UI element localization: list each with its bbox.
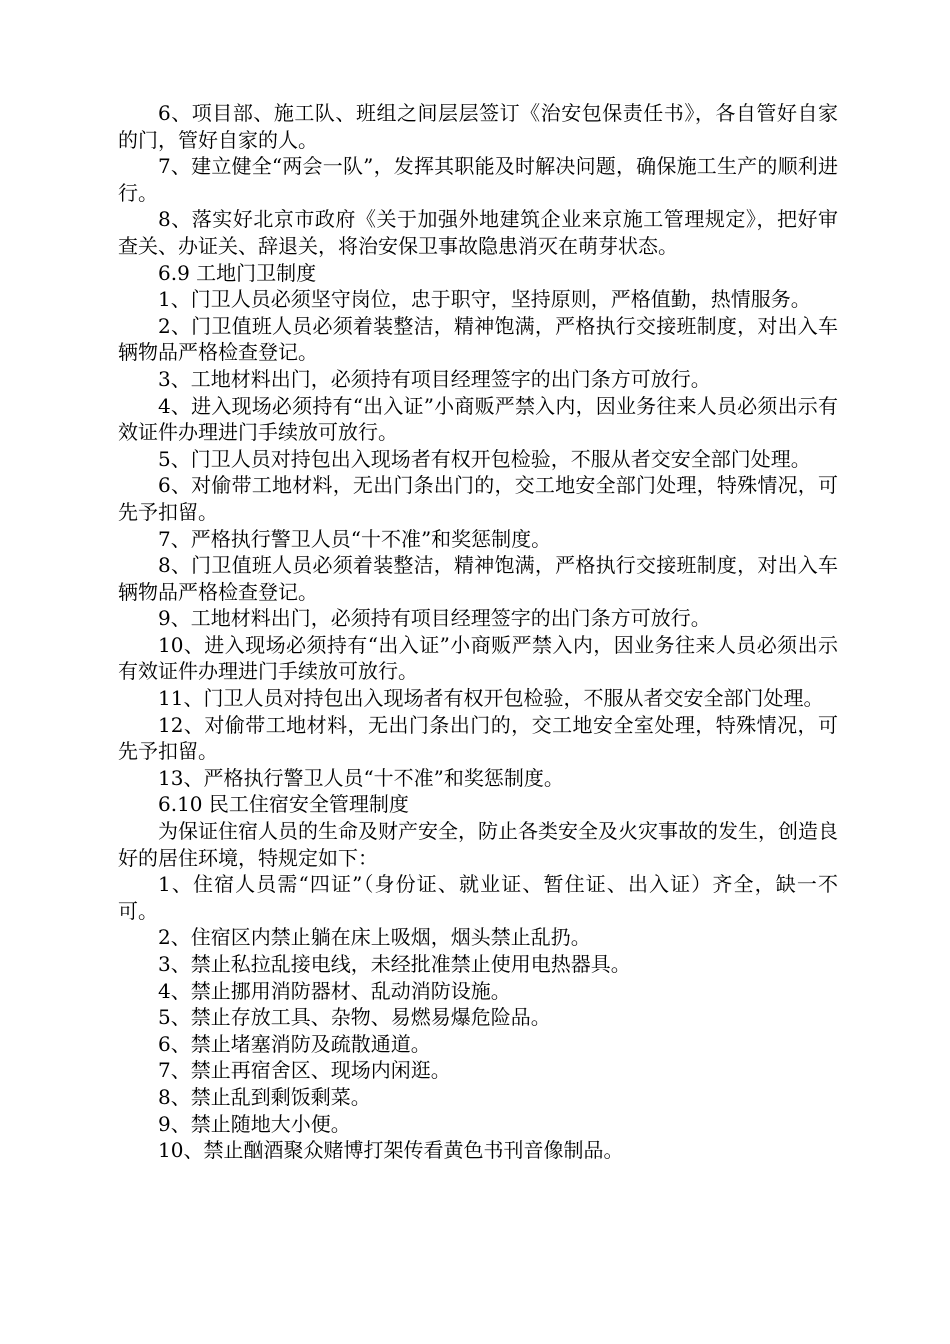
paragraph: 11、门卫人员对持包出入现场者有权开包检验，不服从者交安全部门处理。 bbox=[158, 686, 824, 711]
paragraph: 1、住宿人员需“四证”（身份证、就业证、暂住证、出入证）齐全，缺一不可。 bbox=[118, 872, 838, 923]
paragraph: 4、禁止挪用消防器材、乱动消防设施。 bbox=[158, 978, 511, 1003]
paragraph: 为保证住宿人员的生命及财产安全，防止各类安全及火灾事故的发生，创造良好的居住环境，特规定如下： bbox=[118, 819, 838, 870]
section-heading: 6.10 民工住宿安全管理制度 bbox=[158, 792, 409, 817]
paragraph: 2、住宿区内禁止躺在床上吸烟，烟头禁止乱扔。 bbox=[158, 925, 591, 950]
paragraph: 10、禁止酗酒聚众赌博打架传看黄色书刊音像制品。 bbox=[158, 1138, 624, 1163]
paragraph: 7、建立健全“两会一队”，发挥其职能及时解决问题，确保施工生产的顺利进行。 bbox=[118, 154, 838, 205]
paragraph: 1、门卫人员必须坚守岗位，忠于职守，坚持原则，严格值勤，热情服务。 bbox=[158, 287, 811, 312]
paragraph: 10、进入现场必须持有“出入证”小商贩严禁入内，因业务往来人员必须出示有效证件办理进门手续放可放行。 bbox=[118, 632, 838, 684]
section-heading: 6.9 工地门卫制度 bbox=[158, 260, 317, 285]
paragraph: 8、禁止乱到剩饭剩菜。 bbox=[158, 1084, 371, 1109]
paragraph: 5、门卫人员对持包出入现场者有权开包检验，不服从者交安全部门处理。 bbox=[158, 446, 811, 471]
paragraph: 8、落实好北京市政府《关于加强外地建筑企业来京施工管理规定》，把好审查关、办证关、辞退关，将治安保卫事故隐患消灭在萌芽状态。 bbox=[118, 207, 838, 258]
paragraph: 12、对偷带工地材料，无出门条出门的，交工地安全室处理，特殊情况，可先予扣留。 bbox=[118, 712, 838, 764]
paragraph: 9、禁止随地大小便。 bbox=[158, 1111, 351, 1136]
paragraph: 7、严格执行警卫人员“十不准”和奖惩制度。 bbox=[158, 526, 552, 551]
paragraph: 2、门卫值班人员必须着装整洁，精神饱满，严格执行交接班制度，对出入车辆物品严格检查登记。 bbox=[118, 313, 838, 365]
paragraph: 4、进入现场必须持有“出入证”小商贩严禁入内，因业务往来人员必须出示有效证件办理进门手续放可放行。 bbox=[118, 393, 838, 445]
paragraph: 6、禁止堵塞消防及疏散通道。 bbox=[158, 1031, 431, 1056]
paragraph: 3、工地材料出门，必须持有项目经理签字的出门条方可放行。 bbox=[158, 366, 711, 391]
paragraph: 13、严格执行警卫人员“十不准”和奖惩制度。 bbox=[158, 765, 564, 790]
paragraph: 9、工地材料出门，必须持有项目经理签字的出门条方可放行。 bbox=[158, 606, 711, 631]
paragraph: 8、门卫值班人员必须着装整洁，精神饱满，严格执行交接班制度，对出入车辆物品严格检查登记。 bbox=[118, 553, 838, 604]
paragraph: 6、对偷带工地材料，无出门条出门的，交工地安全部门处理，特殊情况，可先予扣留。 bbox=[118, 473, 838, 524]
paragraph: 5、禁止存放工具、杂物、易燃易爆危险品。 bbox=[158, 1005, 551, 1030]
paragraph: 3、禁止私拉乱接电线，未经批准禁止使用电热器具。 bbox=[158, 952, 631, 976]
document-page bbox=[118, 100, 838, 1164]
paragraph: 7、禁止再宿舍区、现场内闲逛。 bbox=[158, 1058, 451, 1083]
paragraph: 6、项目部、施工队、班组之间层层签订《治安包保责任书》，各自管好自家的门，管好自家的人。 bbox=[118, 101, 838, 152]
